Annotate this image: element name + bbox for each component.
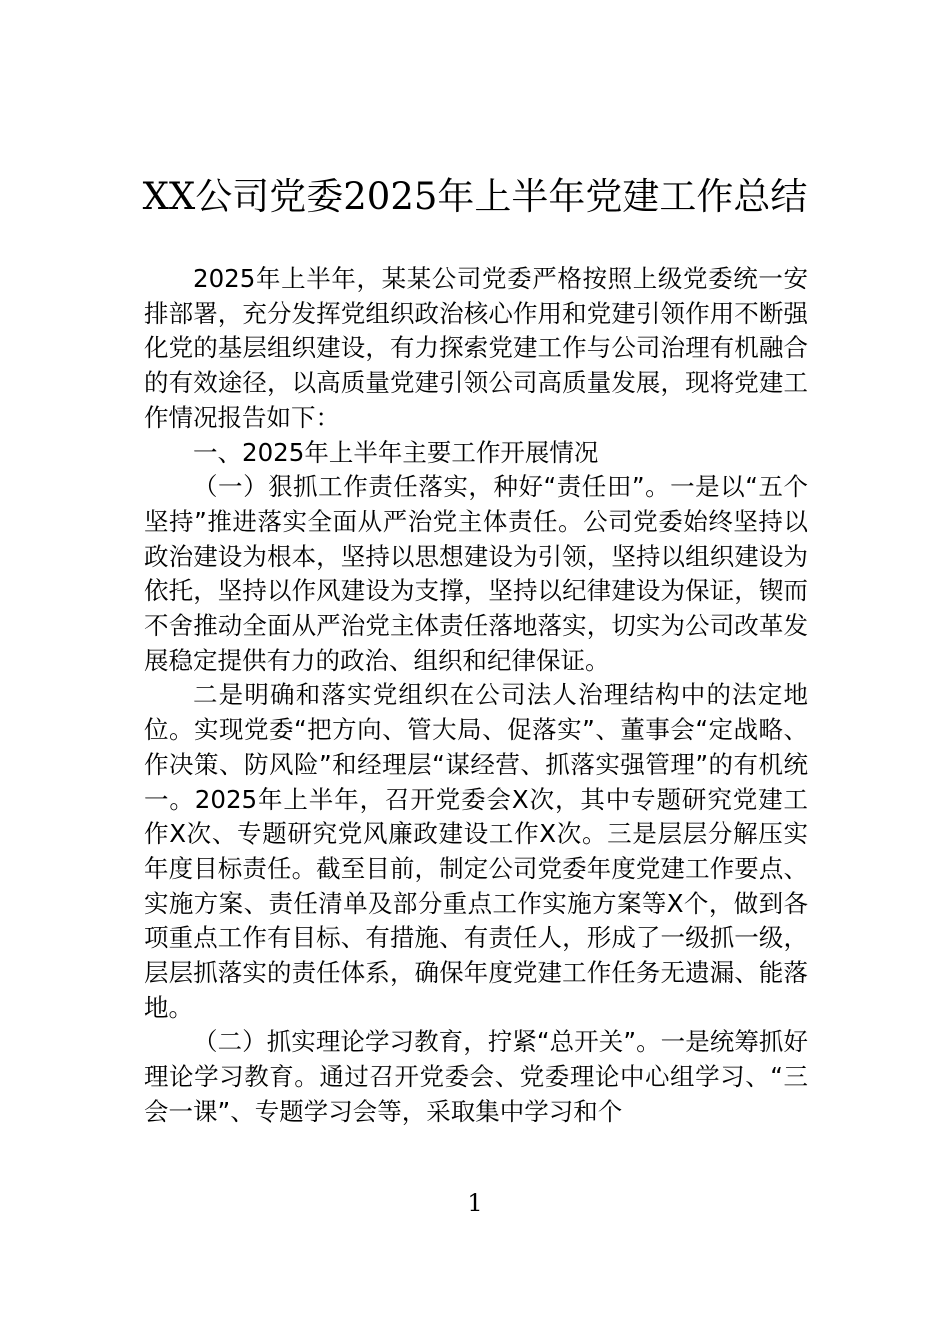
body-paragraph: （二）抓实理论学习教育，拧紧“总开关”。一是统筹抓好理论学习教育。通过召开党委会、党委理论中心组学习、“三会一课”、专题学习会等，采取集中学习和个 <box>144 1027 808 1126</box>
section-heading: 一、2025年上半年主要工作开展情况 <box>193 437 599 467</box>
document-body <box>144 262 808 1130</box>
page-number: 1 <box>467 1189 483 1217</box>
body-paragraph: （一）狠抓工作责任落实，种好“责任田”。一是以“五个坚持”推进落实全面从严治党主体责任。公司党委始终坚持以政治建设为根本，坚持以思想建设为引领，坚持以组织建设为依托，坚持以作风建设为支撑，坚持以纪律建设为保证，锲而不舍推动全面从严治党主体责任落地落实，切实为公司改革发展稳定提供有力的政治、组织和纪律保证。 <box>144 472 808 675</box>
body-paragraph: 二是明确和落实党组织在公司法人治理结构中的法定地位。实现党委“把方向、管大局、促落实”、董事会“定战略、作决策、防风险”和经理层“谋经营、抓落实强管理”的有机统一。2025年上半年，召开党委会X次，其中专题研究党建工作X次、专题研究党风廉政建设工作X次。三是层层分解压实年度目标责任。截至目前，制定公司党委年度党建工作要点、实施方案、责任清单及部分重点工作实施方案等X个，做到各项重点工作有目标、有措施、有责任人，形成了一级抓一级，层层抓落实的责任体系，确保年度党建工作任务无遗漏、能落地。 <box>144 680 808 1022</box>
intro-paragraph: 2025年上半年，某某公司党委严格按照上级党委统一安排部署，充分发挥党组织政治核心作用和党建引领作用不断强化党的基层组织建设，有力探索党建工作与公司治理有机融合的有效途径，以高质量党建引领公司高质量发展，现将党建工作情况报告如下： <box>144 264 808 432</box>
document-title: XX公司党委2025年上半年党建工作总结 <box>142 175 808 218</box>
